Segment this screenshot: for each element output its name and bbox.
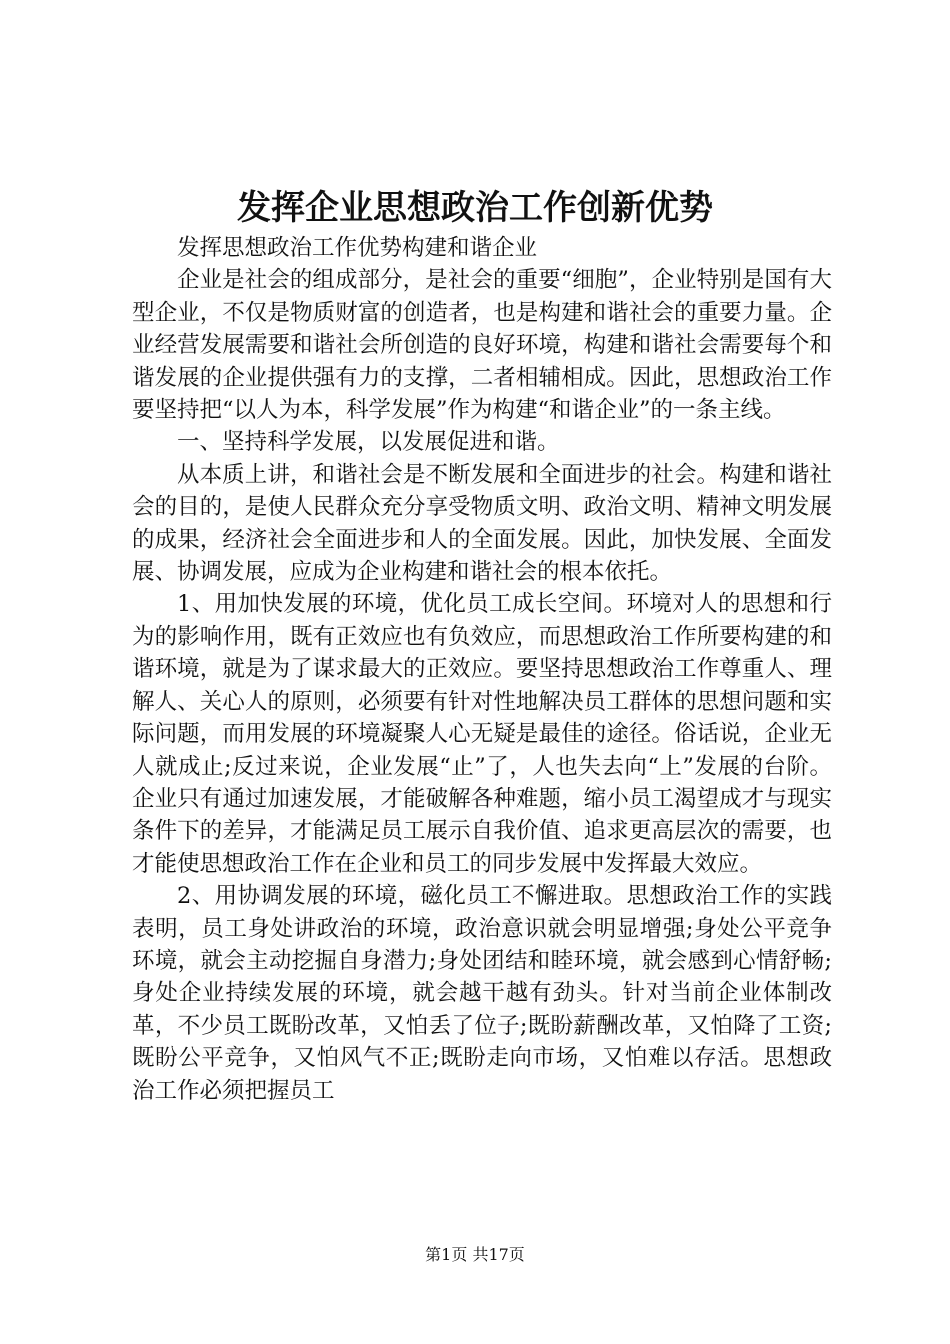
- subtitle-paragraph: 发挥思想政治工作优势构建和谐企业: [177, 235, 538, 261]
- body-paragraph: 企业是社会的组成部分，是社会的重要“细胞”，企业特别是国有大型企业，不仅是物质财富的创造者，也是构建和谐社会的重要力量。企业经营发展需要和谐社会所创造的良好环境，构建和谐社会需要每个和谐发展的企业提供强有力的支撑，二者相辅相成。因此，思想政治工作要坚持把“以人为本，科学发展”作为构建“和谐企业”的一条主线。: [132, 267, 832, 424]
- body-paragraph: 2、用协调发展的环境，磁化员工不懈进取。思想政治工作的实践表明，员工身处讲政治的环境，政治意识就会明显增强;身处公平竞争环境，就会主动挖掘自身潜力;身处团结和睦环境，就会感到心情舒畅;身处企业持续发展的环境，就会越干越有劲头。针对当前企业体制改革，不少员工既盼改革，又怕丢了位子;既盼薪酬改革，又怕降了工资;既盼公平竞争，又怕风气不正;既盼走向市场，又怕难以存活。思想政治工作必须把握员工: [132, 883, 832, 1104]
- body-paragraph: 1、用加快发展的环境，优化员工成长空间。环境对人的思想和行为的影响作用，既有正效应也有负效应，而思想政治工作所要构建的和谐环境，就是为了谋求最大的正效应。要坚持思想政治工作尊重人、理解人、关心人的原则，必须要有针对性地解决员工群体的思想问题和实际问题，而用发展的环境凝聚人心无疑是最佳的途径。俗话说，企业无人就成止;反过来说，企业发展“止”了，人也失去向“上”发展的台阶。企业只有通过加速发展，才能破解各种难题，缩小员工渴望成才与现实条件下的差异，才能满足员工展示自我价值、追求更高层次的需要，也才能使思想政治工作在企业和员工的同步发展中发挥最大效应。: [132, 591, 832, 877]
- section-heading: 一、坚持科学发展，以发展促进和谐。: [177, 429, 560, 456]
- document-body: [132, 232, 832, 1107]
- page-footer: 第1页 共17页: [425, 1245, 525, 1264]
- body-paragraph: 从本质上讲，和谐社会是不断发展和全面进步的社会。构建和谐社会的目的，是使人民群众充分享受物质文明、政治文明、精神文明发展的成果，经济社会全面进步和人的全面发展。因此，加快发展、全面发展、协调发展，应成为企业构建和谐社会的根本依托。: [132, 461, 832, 586]
- document-title: 发挥企业思想政治工作创新优势: [237, 188, 713, 228]
